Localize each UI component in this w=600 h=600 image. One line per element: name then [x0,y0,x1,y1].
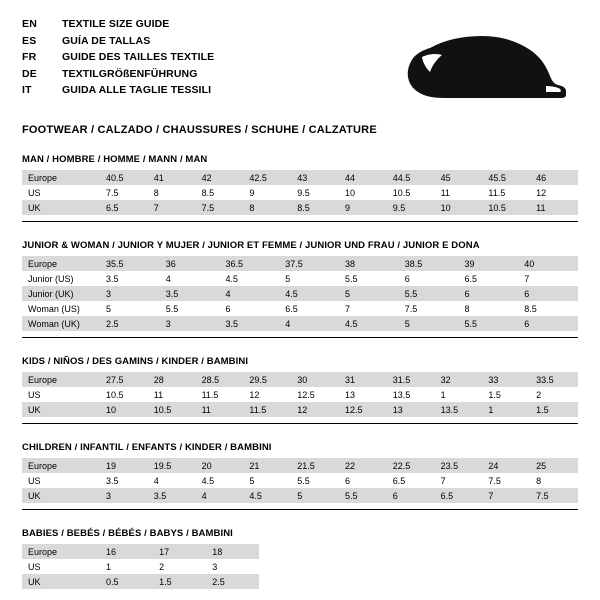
table-row [22,271,578,286]
cell: 4 [220,286,280,301]
cell: 31 [339,372,387,387]
cell-empty [419,544,472,559]
cell: 5.5 [339,488,387,503]
language-code: EN [22,18,37,30]
row-label: Europe [22,170,100,185]
cell: 7 [518,271,578,286]
cell: 13.5 [435,402,483,417]
cell: 21 [243,458,291,473]
cell: 6.5 [387,473,435,488]
row-label: UK [22,402,100,417]
cell: 10 [435,200,483,215]
cell: 32 [435,372,483,387]
cell: 2 [530,387,578,402]
cell: 11.5 [243,402,291,417]
cell: 7 [435,473,483,488]
cell: 24 [482,458,530,473]
table-row [22,372,578,387]
row-label: US [22,559,100,574]
language-title: GUIDA ALLE TAGLIE TESSILI [62,84,212,96]
cell: 19.5 [148,458,196,473]
cell: 43 [291,170,339,185]
row-label: US [22,387,100,402]
cell-empty [312,544,365,559]
section-junior-woman [22,240,578,338]
cell-empty [472,559,525,574]
cell: 3 [100,488,148,503]
cell: 25 [530,458,578,473]
cell: 12 [530,185,578,200]
cell: 10.5 [482,200,530,215]
cell: 7.5 [399,301,459,316]
cell: 6.5 [435,488,483,503]
table-row [22,559,578,574]
cell: 4.5 [339,316,399,331]
cell: 10 [100,402,148,417]
cell: 3 [160,316,220,331]
cell: 11.5 [196,387,244,402]
row-label: Woman (US) [22,301,100,316]
section-title: CHILDREN / INFANTIL / ENFANTS / KINDER / BAMBINI [22,442,272,453]
cell: 6 [387,488,435,503]
row-label: Junior (UK) [22,286,100,301]
cell: 12 [243,387,291,402]
cell-empty [472,574,525,589]
cell: 7.5 [100,185,148,200]
section-divider [22,221,578,222]
cell-empty [472,544,525,559]
table-row [22,544,578,559]
cell: 44 [339,170,387,185]
cell: 2.5 [206,574,259,589]
cell: 3.5 [148,488,196,503]
row-label: UK [22,488,100,503]
cell: 36 [160,256,220,271]
cell: 8.5 [196,185,244,200]
language-code: DE [22,67,37,80]
cell: 5.5 [160,301,220,316]
cell-empty [312,574,365,589]
cell-empty [419,574,472,589]
cell: 1.5 [482,387,530,402]
cell: 22 [339,458,387,473]
cell: 45 [435,170,483,185]
row-label: Europe [22,256,100,271]
language-title: TEXTILGRÖßENFÜHRUNG [62,67,198,80]
section-divider [22,423,578,424]
cell: 39 [459,256,519,271]
cell-empty [259,574,312,589]
section-title: MAN / HOMBRE / HOMME / MANN / MAN [22,154,208,165]
size-table-junior-woman [22,256,578,331]
size-table-man [22,170,578,215]
cell: 3 [100,286,160,301]
cell: 17 [153,544,206,559]
table-row [22,286,578,301]
cell: 7 [148,200,196,215]
cell: 42.5 [243,170,291,185]
cell: 11 [148,387,196,402]
cell: 5.5 [399,286,459,301]
cell: 8 [148,185,196,200]
cell-empty [525,544,578,559]
cell: 11 [530,200,578,215]
cell: 27.5 [100,372,148,387]
section-title: JUNIOR & WOMAN / JUNIOR Y MUJER / JUNIOR ET FEMME / JUNIOR UND FRAU / JUNIOR E DONA [22,240,480,251]
header [22,18,578,110]
cell: 13 [339,387,387,402]
cell: 11.5 [482,185,530,200]
cell: 1 [482,402,530,417]
cell: 8 [530,473,578,488]
cell: 10.5 [148,402,196,417]
cell: 20 [196,458,244,473]
section-divider [22,509,578,510]
cell: 10.5 [387,185,435,200]
cell: 5 [279,271,339,286]
cell: 3.5 [100,473,148,488]
cell: 9 [243,185,291,200]
cell: 13.5 [387,387,435,402]
cell: 44.5 [387,170,435,185]
table-row [22,458,578,473]
cell: 10.5 [100,387,148,402]
cell: 12.5 [339,402,387,417]
cell: 42 [196,170,244,185]
size-table-babies [22,544,578,589]
section-babies [22,528,578,589]
cell: 5 [243,473,291,488]
cell: 1 [100,559,153,574]
language-title: GUÍA DE TALLAS [62,34,151,47]
cell: 36.5 [220,256,280,271]
table-row [22,200,578,215]
cell: 5 [291,488,339,503]
cell: 6.5 [459,271,519,286]
cell: 4.5 [243,488,291,503]
cell: 3 [206,559,259,574]
cell: 4.5 [196,473,244,488]
cell: 4 [160,271,220,286]
cell: 7.5 [530,488,578,503]
cell: 6 [399,271,459,286]
cell: 6.5 [279,301,339,316]
row-label: Europe [22,372,100,387]
cell: 7.5 [482,473,530,488]
cell: 35.5 [100,256,160,271]
table-row [22,170,578,185]
cell-empty [525,559,578,574]
table-row [22,473,578,488]
cell: 4.5 [279,286,339,301]
cell: 6 [339,473,387,488]
row-label: Woman (UK) [22,316,100,331]
language-code: IT [22,84,32,96]
cell-empty [525,574,578,589]
cell: 7 [339,301,399,316]
cell: 12 [291,402,339,417]
table-row [22,402,578,417]
cell: 12.5 [291,387,339,402]
row-label: Junior (US) [22,271,100,286]
row-label: UK [22,200,100,215]
cell: 11 [435,185,483,200]
row-label: UK [22,574,100,589]
table-row [22,488,578,503]
cell: 7.5 [196,200,244,215]
cell: 45.5 [482,170,530,185]
cell: 6.5 [100,200,148,215]
language-title: GUIDE DES TAILLES TEXTILE [62,51,215,63]
cell: 1.5 [530,402,578,417]
cell: 0.5 [100,574,153,589]
cell: 6 [220,301,280,316]
section-title: KIDS / NIÑOS / DES GAMINS / KINDER / BAMBINI [22,356,249,367]
cell: 8 [243,200,291,215]
cell: 40 [518,256,578,271]
language-code: ES [22,34,37,47]
cell-empty [366,574,419,589]
cell: 6 [518,316,578,331]
cell: 37.5 [279,256,339,271]
section-kids [22,356,578,424]
cell: 1 [435,387,483,402]
dress-shoe-icon [370,30,570,106]
cell: 4.5 [220,271,280,286]
cell-empty [366,544,419,559]
cell: 3.5 [220,316,280,331]
cell: 9.5 [291,185,339,200]
table-row [22,387,578,402]
cell-empty [259,544,312,559]
cell: 8.5 [291,200,339,215]
cell: 33.5 [530,372,578,387]
cell: 2.5 [100,316,160,331]
cell: 5 [100,301,160,316]
section-children [22,442,578,510]
cell: 18 [206,544,259,559]
table-row [22,185,578,200]
cell: 3.5 [160,286,220,301]
cell-empty [366,559,419,574]
cell: 1.5 [153,574,206,589]
cell: 31.5 [387,372,435,387]
cell: 29.5 [243,372,291,387]
section-title: BABIES / BEBÉS / BÉBÉS / BABYS / BAMBINI [22,528,233,539]
row-label: Europe [22,458,100,473]
cell: 38.5 [399,256,459,271]
cell: 16 [100,544,153,559]
size-table-kids [22,372,578,417]
cell: 6 [459,286,519,301]
category-line: FOOTWEAR / CALZADO / CHAUSSURES / SCHUHE / CALZATURE [22,124,377,136]
table-row [22,316,578,331]
cell: 8.5 [518,301,578,316]
cell: 5 [339,286,399,301]
cell: 7 [482,488,530,503]
table-row [22,301,578,316]
table-row [22,574,578,589]
cell: 9.5 [387,200,435,215]
row-label: US [22,473,100,488]
row-label: US [22,185,100,200]
cell: 11 [196,402,244,417]
cell: 5 [399,316,459,331]
cell: 4 [279,316,339,331]
section-man [22,154,578,222]
cell-empty [419,559,472,574]
cell: 5.5 [339,271,399,286]
cell: 2 [153,559,206,574]
cell: 33 [482,372,530,387]
cell: 19 [100,458,148,473]
cell: 9 [339,200,387,215]
cell: 40.5 [100,170,148,185]
table-row [22,256,578,271]
row-label: Europe [22,544,100,559]
language-title: TEXTILE SIZE GUIDE [62,18,170,30]
cell: 21.5 [291,458,339,473]
cell: 4 [196,488,244,503]
size-table-children [22,458,578,503]
cell: 5.5 [459,316,519,331]
cell: 46 [530,170,578,185]
cell: 28.5 [196,372,244,387]
cell: 3.5 [100,271,160,286]
section-divider [22,337,578,338]
cell: 8 [459,301,519,316]
cell: 28 [148,372,196,387]
cell-empty [312,559,365,574]
cell: 5.5 [291,473,339,488]
cell: 6 [518,286,578,301]
language-code: FR [22,51,37,63]
cell: 22.5 [387,458,435,473]
cell-empty [259,559,312,574]
cell: 10 [339,185,387,200]
cell: 41 [148,170,196,185]
cell: 13 [387,402,435,417]
cell: 30 [291,372,339,387]
cell: 23.5 [435,458,483,473]
cell: 38 [339,256,399,271]
cell: 4 [148,473,196,488]
